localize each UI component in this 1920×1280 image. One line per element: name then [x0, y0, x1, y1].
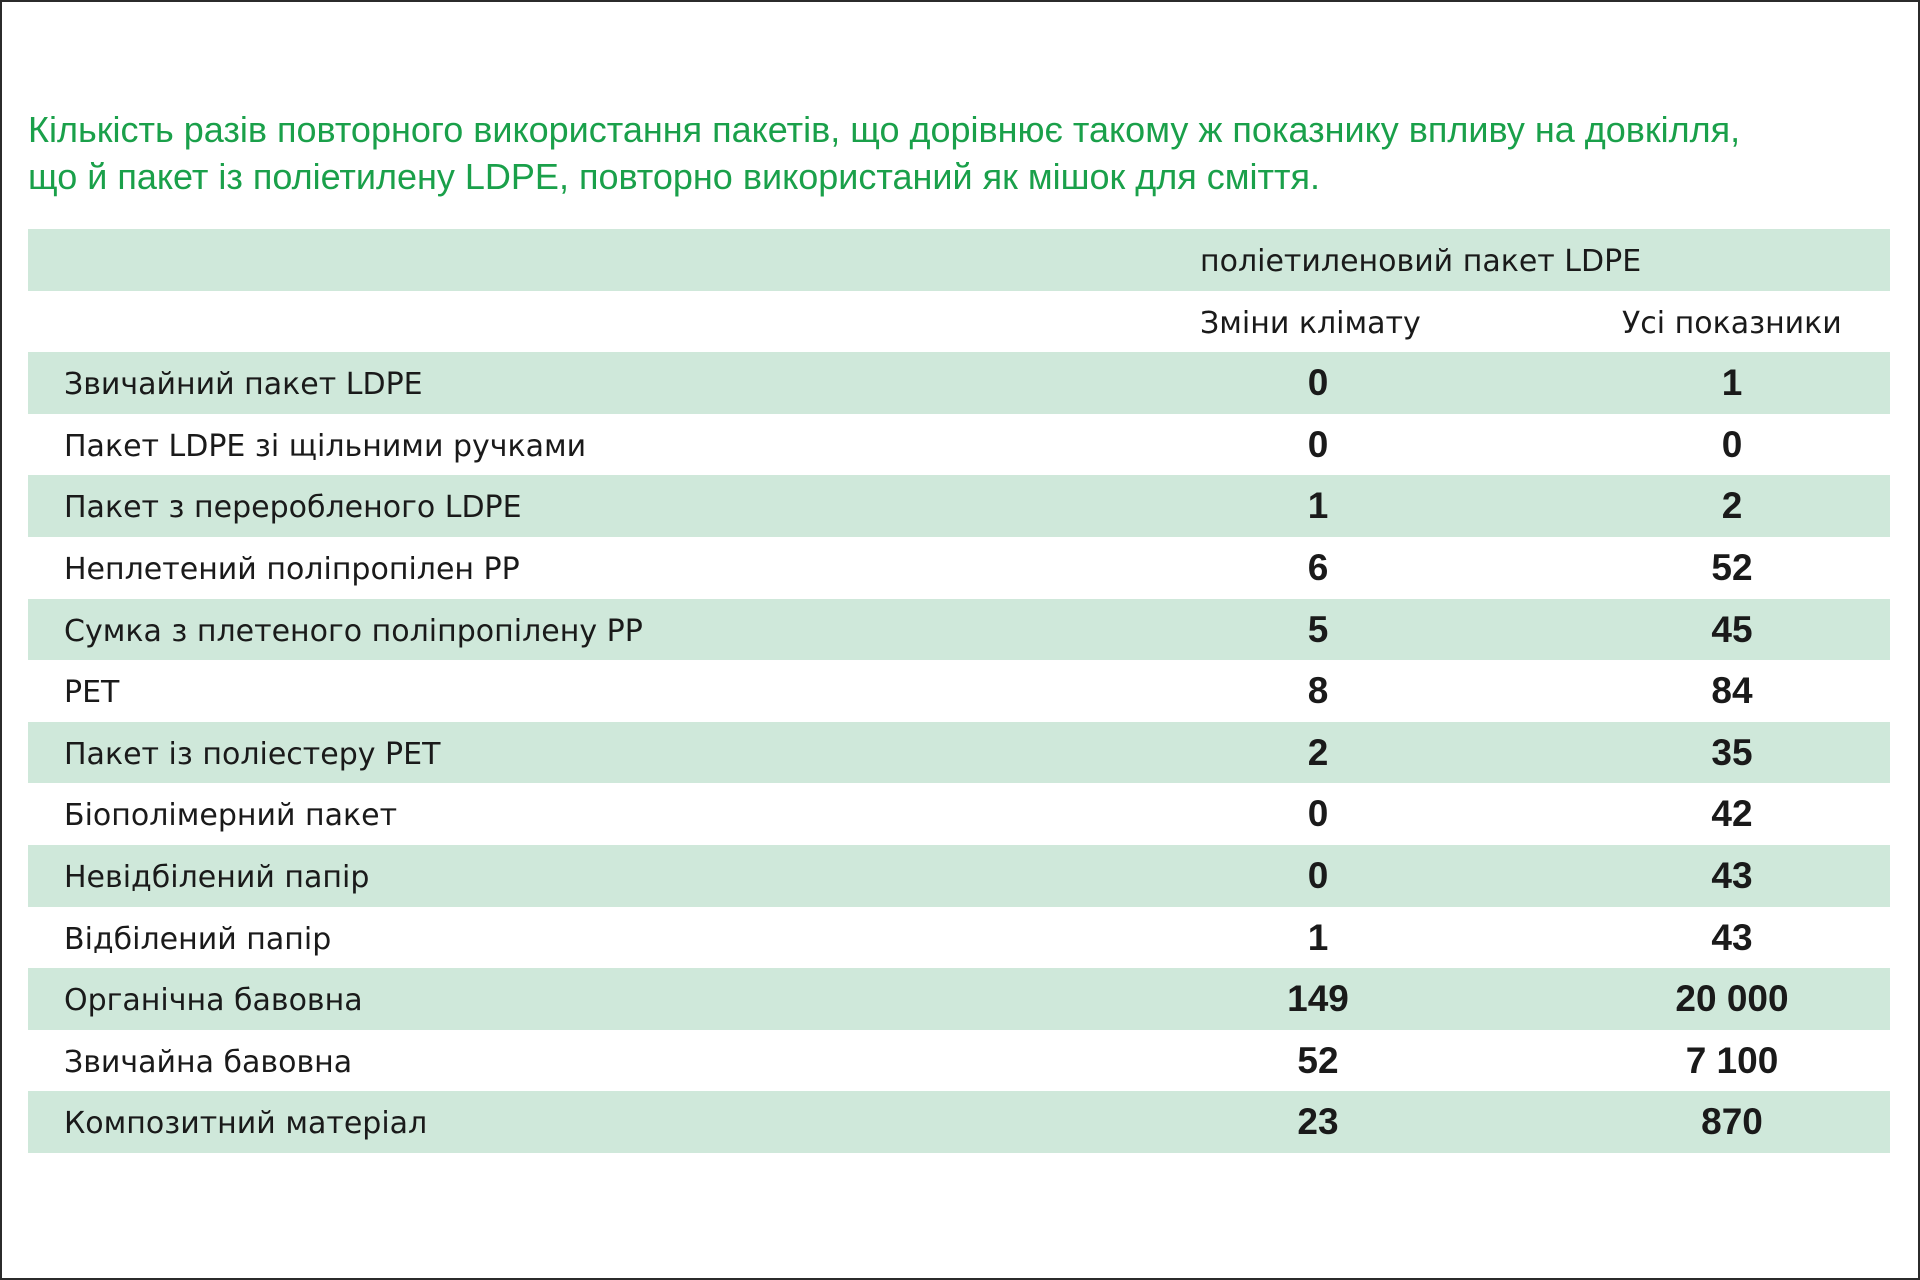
cell-climate: 2 [1307, 731, 1329, 773]
cell-climate: 1 [1307, 485, 1329, 527]
page-title [28, 106, 1888, 200]
cell-all: 42 [1711, 793, 1753, 835]
cell-all: 45 [1711, 608, 1753, 650]
row-label: Пакет LDPE зі щільними ручками [64, 428, 587, 464]
title-line-1: Кількість разів повторного використання пакетів, що дорівнює такому ж показнику впливу на довкілля, [28, 109, 1741, 150]
cell-all: 20 000 [1675, 978, 1789, 1020]
table-row [28, 414, 1890, 476]
cell-climate: 0 [1307, 362, 1329, 404]
row-label: Сумка з плетеного поліпропілену PP [64, 613, 643, 649]
table-body [28, 352, 1890, 1153]
row-label: Біополімерний пакет [64, 798, 398, 834]
cell-climate: 0 [1307, 423, 1329, 465]
row-label: Звичайний пакет LDPE [64, 367, 423, 403]
cell-all: 84 [1711, 670, 1753, 712]
cell-all: 870 [1701, 1101, 1763, 1143]
cell-all: 43 [1711, 916, 1753, 958]
row-label: Пакет із поліестеру PET [64, 736, 441, 772]
data-table [28, 229, 1890, 1153]
table-row [28, 845, 1890, 907]
cell-all: 1 [1721, 362, 1743, 404]
cell-all: 0 [1721, 423, 1743, 465]
cell-climate: 23 [1297, 1101, 1339, 1143]
row-label: Композитний матеріал [64, 1106, 428, 1142]
table-row [28, 1091, 1890, 1153]
table-row [28, 537, 1890, 599]
cell-all: 43 [1711, 854, 1753, 896]
cell-climate: 0 [1307, 793, 1329, 835]
table-row [28, 1030, 1890, 1092]
cell-climate: 52 [1297, 1039, 1339, 1081]
cell-climate: 0 [1307, 854, 1329, 896]
column-header-all: Усі показники [1622, 305, 1842, 341]
table-row [28, 660, 1890, 722]
table-row [28, 352, 1890, 414]
row-label: Органічна бавовна [64, 983, 363, 1019]
table-column-header-row [28, 291, 1890, 353]
column-header-climate: Зміни клімату [1200, 305, 1421, 341]
table-row [28, 907, 1890, 969]
row-label: Невідбілений папір [64, 859, 370, 895]
cell-all: 52 [1711, 546, 1753, 588]
group-header: поліетиленовий пакет LDPE [1200, 244, 1642, 279]
row-label: Пакет з переробленого LDPE [64, 490, 522, 526]
row-label: Звичайна бавовна [64, 1044, 353, 1080]
table-row [28, 968, 1890, 1030]
table-row [28, 475, 1890, 537]
row-label: Відбілений папір [64, 921, 332, 957]
table-row [28, 783, 1890, 845]
table-row [28, 722, 1890, 784]
cell-climate: 1 [1307, 916, 1329, 958]
cell-climate: 5 [1307, 608, 1329, 650]
cell-climate: 149 [1287, 978, 1349, 1020]
cell-climate: 8 [1307, 670, 1329, 712]
cell-all: 35 [1711, 731, 1753, 773]
row-label: Неплетений поліпропілен PP [64, 551, 520, 587]
cell-climate: 6 [1307, 546, 1329, 588]
title-line-2: що й пакет із поліетилену LDPE, повторно використаний як мішок для сміття. [28, 156, 1320, 197]
table-group-header-row [28, 229, 1890, 291]
cell-all: 2 [1721, 485, 1743, 527]
table-row [28, 599, 1890, 661]
cell-all: 7 100 [1685, 1039, 1779, 1081]
row-label: PET [64, 675, 120, 711]
